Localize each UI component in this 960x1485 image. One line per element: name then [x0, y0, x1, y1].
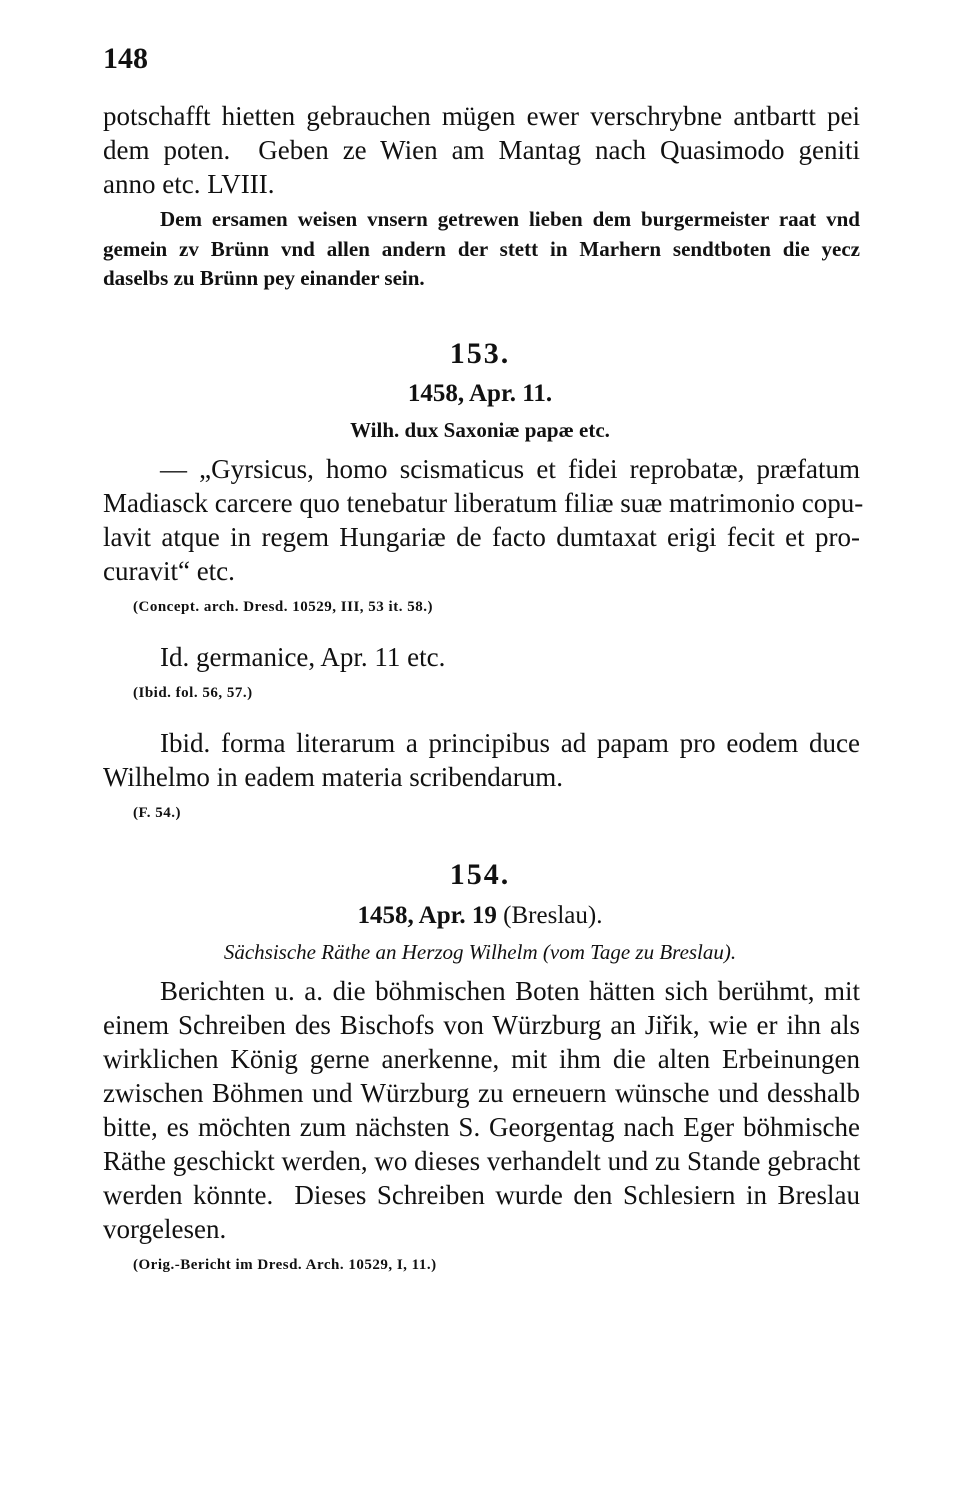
- address-line: Dem ersamen weisen vnsern getrewen lieben dem burgermeister raat vnd: [160, 207, 860, 231]
- document-sender: Wilh. dux Saxoniæ papæ etc.: [350, 418, 610, 442]
- text-line: bitte, es möchten zum nächsten S. Georgentag nach Eger böhmische: [103, 1112, 860, 1142]
- document-number: 154.: [449, 858, 511, 891]
- text-line: vorgelesen.: [103, 1214, 227, 1244]
- text-line: dem poten. Geben ze Wien am Mantag nach Quasimodo geniti: [103, 135, 860, 165]
- source-note: (Ibid. fol. 56, 57.): [133, 685, 253, 701]
- text-line: Ibid. forma literarum a principibus ad papam pro eodem duce: [160, 728, 860, 758]
- text-line: Räthe geschickt werden, wo dieses verhandelt und zu Stande gebracht: [103, 1146, 861, 1176]
- text-line: einem Schreiben des Bischofs von Würzburg an Jiřik, wie er ihn als: [103, 1010, 860, 1040]
- text-line: Madiasck carcere quo tenebatur liberatum filiæ suæ matrimonio copu-: [103, 488, 864, 518]
- text-line: Id. germanice, Apr. 11 etc.: [160, 642, 446, 672]
- document-date-main: 1458, Apr. 19: [357, 902, 497, 929]
- page-number: 148: [103, 42, 148, 75]
- text-line: — „Gyrsicus, homo scismaticus et fidei reprobatæ, præfatum: [160, 454, 860, 484]
- source-note: (Orig.-Bericht im Dresd. Arch. 10529, I, 11.): [133, 1257, 437, 1273]
- text-line: werden könnte. Dieses Schreiben wurde den Schlesiern in Breslau: [103, 1180, 860, 1210]
- document-date-place: (Breslau).: [496, 902, 603, 929]
- text-line: zwischen Böhmen und Würzburg zu erneuern wünsche und desshalb: [103, 1078, 860, 1108]
- text-line: lavit atque in regem Hungariæ de facto dumtaxat erigi fecit et pro-: [103, 522, 860, 552]
- address-line: daselbs zu Brünn pey einander sein.: [103, 266, 425, 290]
- text-line: potschafft hietten gebrauchen mügen ewer verschrybne antbartt pei: [103, 101, 860, 131]
- text-line: anno etc. LVIII.: [103, 169, 275, 199]
- document-number: 153.: [449, 337, 511, 370]
- source-note: (Concept. arch. Dresd. 10529, III, 53 it. 58.): [133, 599, 433, 615]
- text-line: curavit“ etc.: [103, 556, 235, 586]
- document-date: [0, 903, 960, 928]
- source-note: (F. 54.): [133, 805, 182, 821]
- text-line: Wilhelmo in eadem materia scribendarum.: [103, 762, 563, 792]
- document-sender: Sächsische Räthe an Herzog Wilhelm (vom Tage zu Breslau).: [223, 940, 737, 964]
- document-date: 1458, Apr. 11.: [407, 380, 553, 407]
- text-line: wirklichen König gerne anerkenne, mit ihm die alten Erbeinungen: [103, 1044, 860, 1074]
- text-line: Berichten u. a. die böhmischen Boten hätten sich berühmt, mit: [160, 976, 860, 1006]
- address-line: gemein zv Brünn vnd allen andern der stett in Marhern sendtboten die yecz: [103, 237, 860, 261]
